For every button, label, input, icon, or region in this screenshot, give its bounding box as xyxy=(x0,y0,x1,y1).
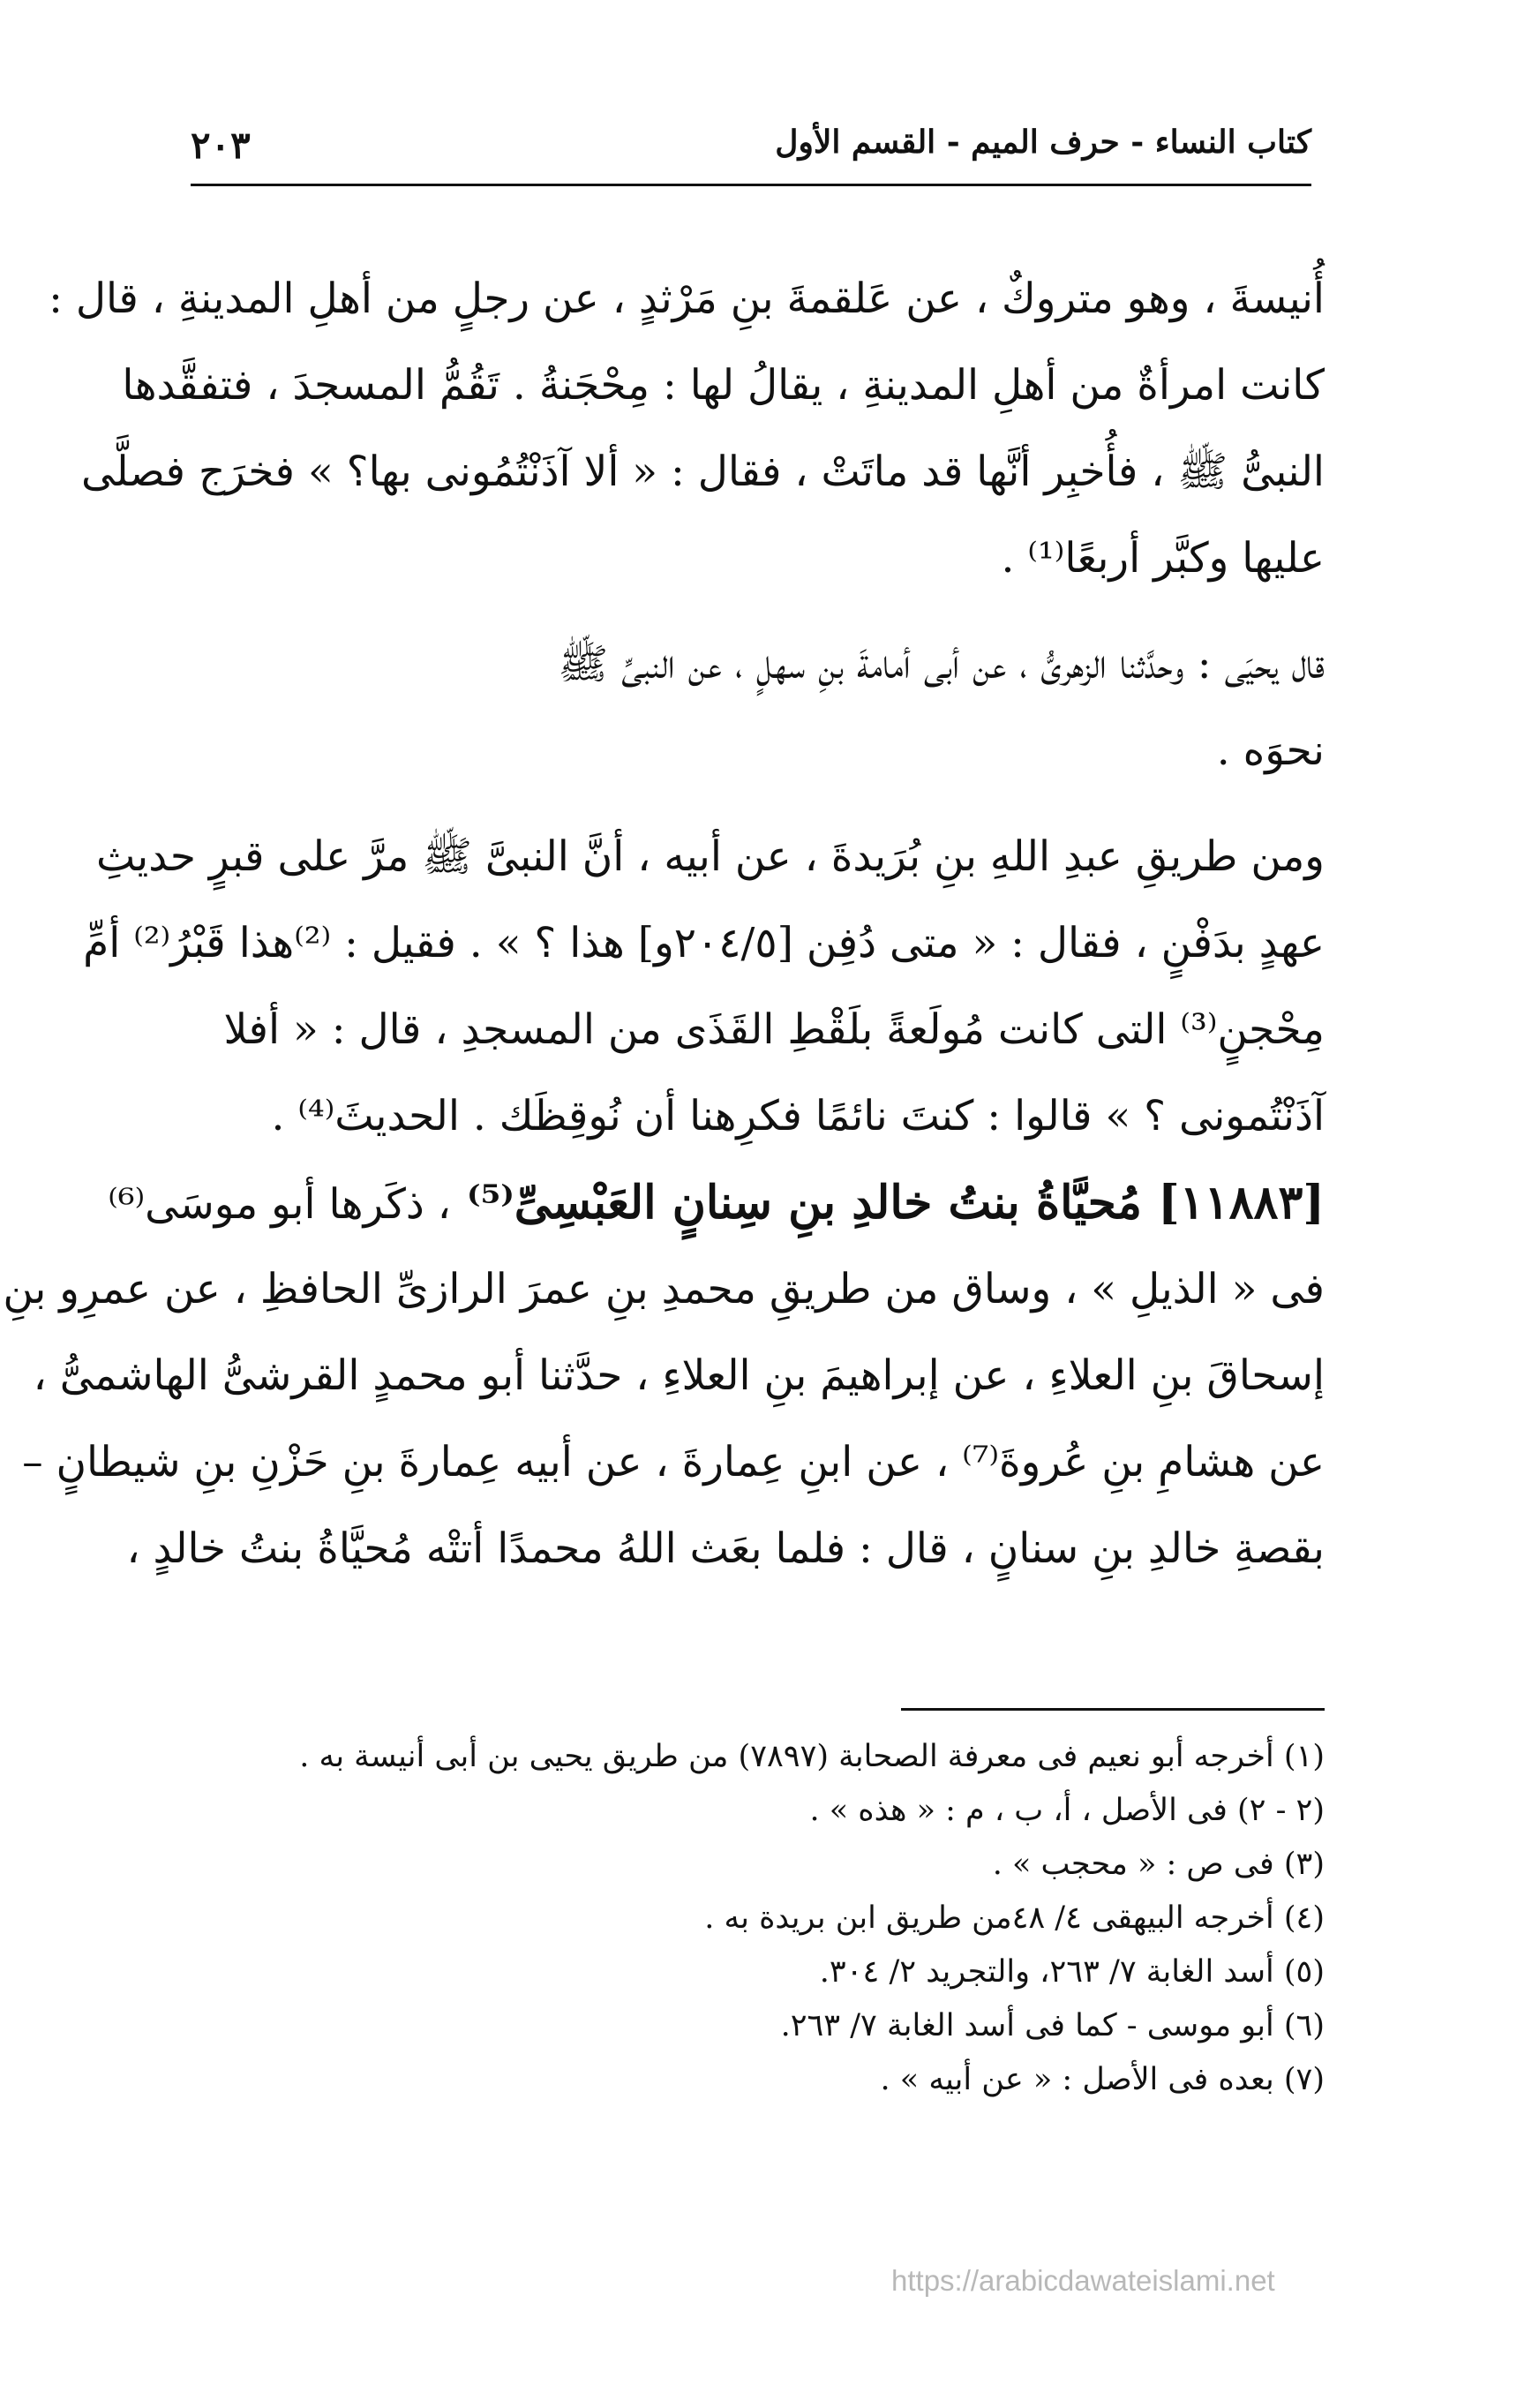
running-header xyxy=(191,124,1311,185)
text-line: آذَنْتُمونى ؟ » قالوا : كنتَ نائمًا فكرِهنا أن نُوقِظَك . الحديثَ⁽⁴⁾ . xyxy=(271,1092,1325,1140)
text-line: النبىُّ ﷺ ، فأُخبِر أنَّها قد ماتَتْ ، فقال : « ألا آذَنْتُمُونى بها؟ » فخرَج فصلَّى xyxy=(81,448,1325,496)
footnote: (٣) فى ص : « محجب » . xyxy=(992,1847,1325,1882)
text-line: عهدٍ بدَفْنٍ ، فقال : « متى دُفِن [٢٠٤/٥و] هذا ؟ » . فقيل : ⁽²⁾هذا قَبْرُ⁽²⁾ أمِّ xyxy=(83,919,1325,967)
text-line: ومن طريقِ عبدِ اللهِ بنِ بُرَيدةَ ، عن أبيه ، أنَّ النبىَّ ﷺ مرَّ على قبرٍ حديثِ xyxy=(96,832,1325,881)
footnote-divider xyxy=(901,1708,1325,1711)
entry-heading-title: [١١٨٨٣] مُحيَّاةُ بنتُ خالدِ بنِ سِنانٍ العَبْسِىِّ⁽⁵⁾ xyxy=(467,1176,1325,1230)
text-line: إسحاقَ بنِ العلاءِ ، عن إبراهيمَ بنِ العلاءِ ، حدَّثنا أبو محمدٍ القرشىُّ الهاشمىُّ ، xyxy=(33,1351,1325,1400)
watermark-url: https://arabicdawateislami.net xyxy=(891,2264,1275,2297)
text-line: بقصةِ خالدِ بنِ سنانٍ ، قال : فلما بعَث اللهُ محمدًا أتتْه مُحيَّاةُ بنتُ خالدٍ ، xyxy=(126,1524,1325,1573)
main-text xyxy=(3,256,1325,1592)
text-line: عن هشامِ بنِ عُروةَ⁽⁷⁾ ، عن ابنِ عِمارةَ ، عن أبيه عِمارةَ بنِ حَزْنِ بنِ شيطانٍ – xyxy=(22,1438,1325,1486)
text-line-part: وساق من طريقِ محمدِ بنِ عمرَ الرازىِّ الحافظِ ، عن عمرِو بنِ xyxy=(3,1265,1052,1313)
entry-heading-rest: ، ذكَرها أبو موسَى⁽⁶⁾ xyxy=(108,1180,451,1229)
footnote: (١) أخرجه أبو نعيم فى معرفة الصحابة (٧٨٩٧) من طريق يحيى بن أبى أنيسة به . xyxy=(299,1739,1325,1774)
footnote: (٦) أبو موسى - كما فى أسد الغابة ٧/ ٢٦٣. xyxy=(780,2008,1325,2043)
text-line: كانت امرأةٌ من أهلِ المدينةِ ، يقالُ لها : مِحْجَنةُ . تَقُمُّ المسجدَ ، فتفقَّدها xyxy=(122,361,1325,410)
text-line: قال يحيَى : وحدَّثنا الزهرىُّ ، عن أبى أمامةَ بنِ سهلٍ ، عن النبىِّ ﷺ xyxy=(558,640,1325,689)
footnote: (٥) أسد الغابة ٧/ ٢٦٣، والتجريد ٢/ ٣٠٤. xyxy=(819,1954,1325,1990)
footnotes xyxy=(177,1730,1325,2107)
footnote: (٧) بعده فى الأصل : « عن أبيه » . xyxy=(880,2062,1325,2097)
text-line: أُنيسةَ ، وهو متروكٌ ، عن عَلقمةَ بنِ مَرْثدٍ ، عن رجلٍ من أهلِ المدينةِ ، قال : xyxy=(49,275,1325,323)
footnote: (٤) أخرجه البيهقى ٤/ ٤٨من طريق ابن بريدة به . xyxy=(704,1900,1325,1936)
header-divider xyxy=(191,184,1311,186)
text-line-part: فى « الذيلِ » ، xyxy=(1064,1265,1325,1313)
text-line xyxy=(3,1246,1325,1333)
entry-heading xyxy=(108,1160,1325,1246)
text-line: نحوَه . xyxy=(1216,726,1325,775)
header-title: كتاب النساء - حرف الميم - القسم الأول xyxy=(775,124,1311,161)
footnote: (٢ - ٢) فى الأصل ، أ، ب ، م : « هذه » . xyxy=(809,1793,1325,1828)
text-line: عليها وكبَّر أربعًا⁽¹⁾ . xyxy=(1001,534,1325,583)
text-line: مِحْجنٍ⁽³⁾ التى كانت مُولَعةً بلَقْطِ القَذَى من المسجدِ ، قال : « أفلا xyxy=(223,1005,1325,1054)
page-number: ٢٠٣ xyxy=(191,124,251,167)
